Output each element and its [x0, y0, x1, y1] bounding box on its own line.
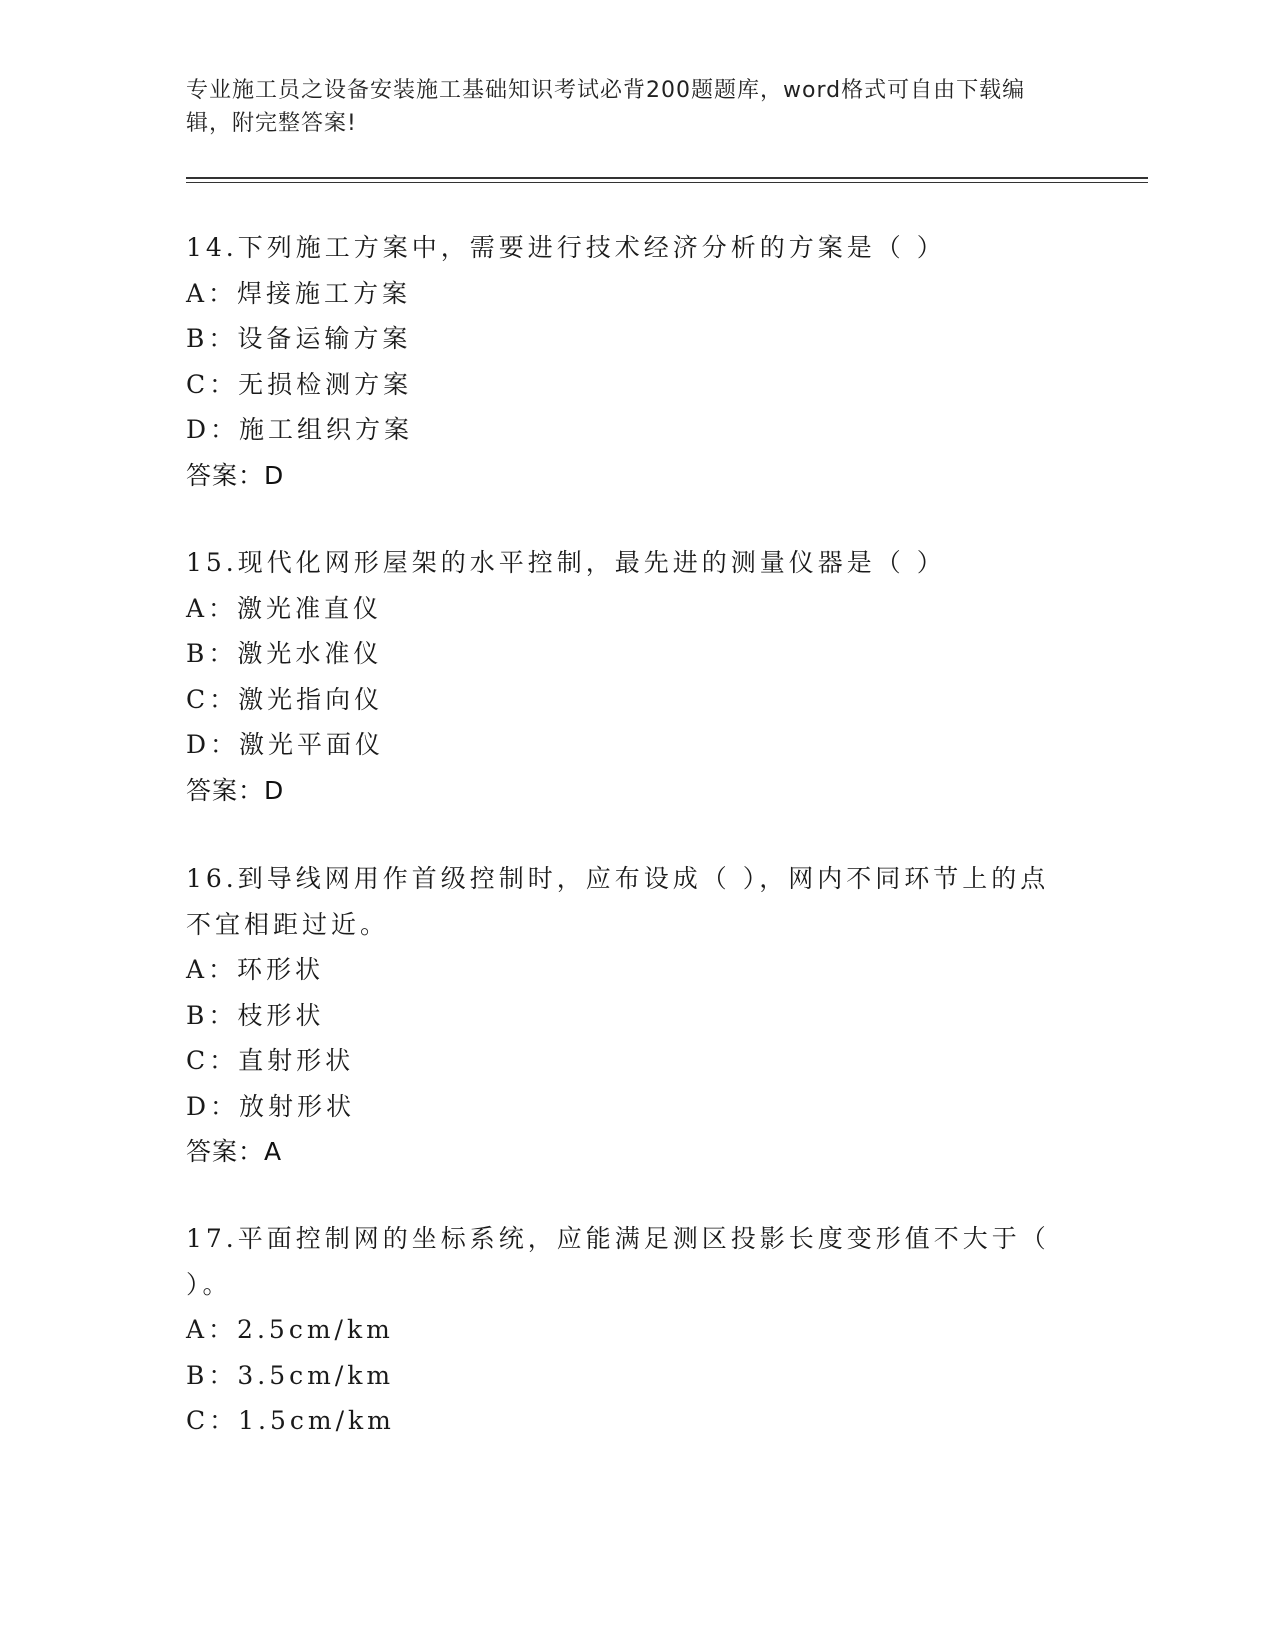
option-b: B：激光水准仪: [186, 639, 383, 668]
answer-line: 答案：D: [186, 460, 285, 490]
question-stem: 14.下列施工方案中，需要进行技术经济分析的方案是（ ）: [186, 233, 946, 262]
answer-line: 答案：D: [186, 775, 285, 805]
option-c: C：激光指向仪: [186, 684, 384, 714]
question-17: [186, 1216, 1066, 1444]
option-d: D：放射形状: [186, 1091, 356, 1121]
option-b: B：枝形状: [186, 1000, 325, 1030]
option-b: B：设备运输方案: [186, 324, 412, 353]
option-a: A：焊接施工方案: [186, 278, 412, 308]
answer-line: 答案：A: [186, 1137, 283, 1166]
option-d: D：施工组织方案: [186, 415, 414, 444]
option-b: B：3.5cm/km: [186, 1360, 395, 1390]
option-a: A：激光准直仪: [186, 593, 383, 623]
option-c: C：直射形状: [186, 1046, 355, 1075]
question-15: [186, 540, 1066, 813]
question-14: [186, 225, 1066, 498]
question-stem: 17.平面控制网的坐标系统，应能满足测区投影长度变形值不大于（ ）。: [186, 1224, 1050, 1299]
option-a: A：2.5cm/km: [186, 1315, 394, 1344]
option-c: C：1.5cm/km: [186, 1406, 395, 1435]
option-a: A：环形状: [186, 955, 325, 984]
header-divider: [186, 177, 1148, 179]
question-stem: 16.到导线网用作首级控制时，应布设成（ ），网内不同环节上的点不宜相距过近。: [186, 864, 1050, 939]
option-c: C：无损检测方案: [186, 369, 413, 399]
question-stem: 15.现代化网形屋架的水平控制，最先进的测量仪器是（ ）: [186, 548, 946, 577]
option-d: D：激光平面仪: [186, 730, 385, 759]
header-divider-thin: [186, 182, 1148, 183]
document-header: 专业施工员之设备安装施工基础知识考试必背200题题库，word格式可自由下载编辑，附完整答案!: [186, 78, 1026, 136]
question-16: [186, 856, 1066, 1175]
